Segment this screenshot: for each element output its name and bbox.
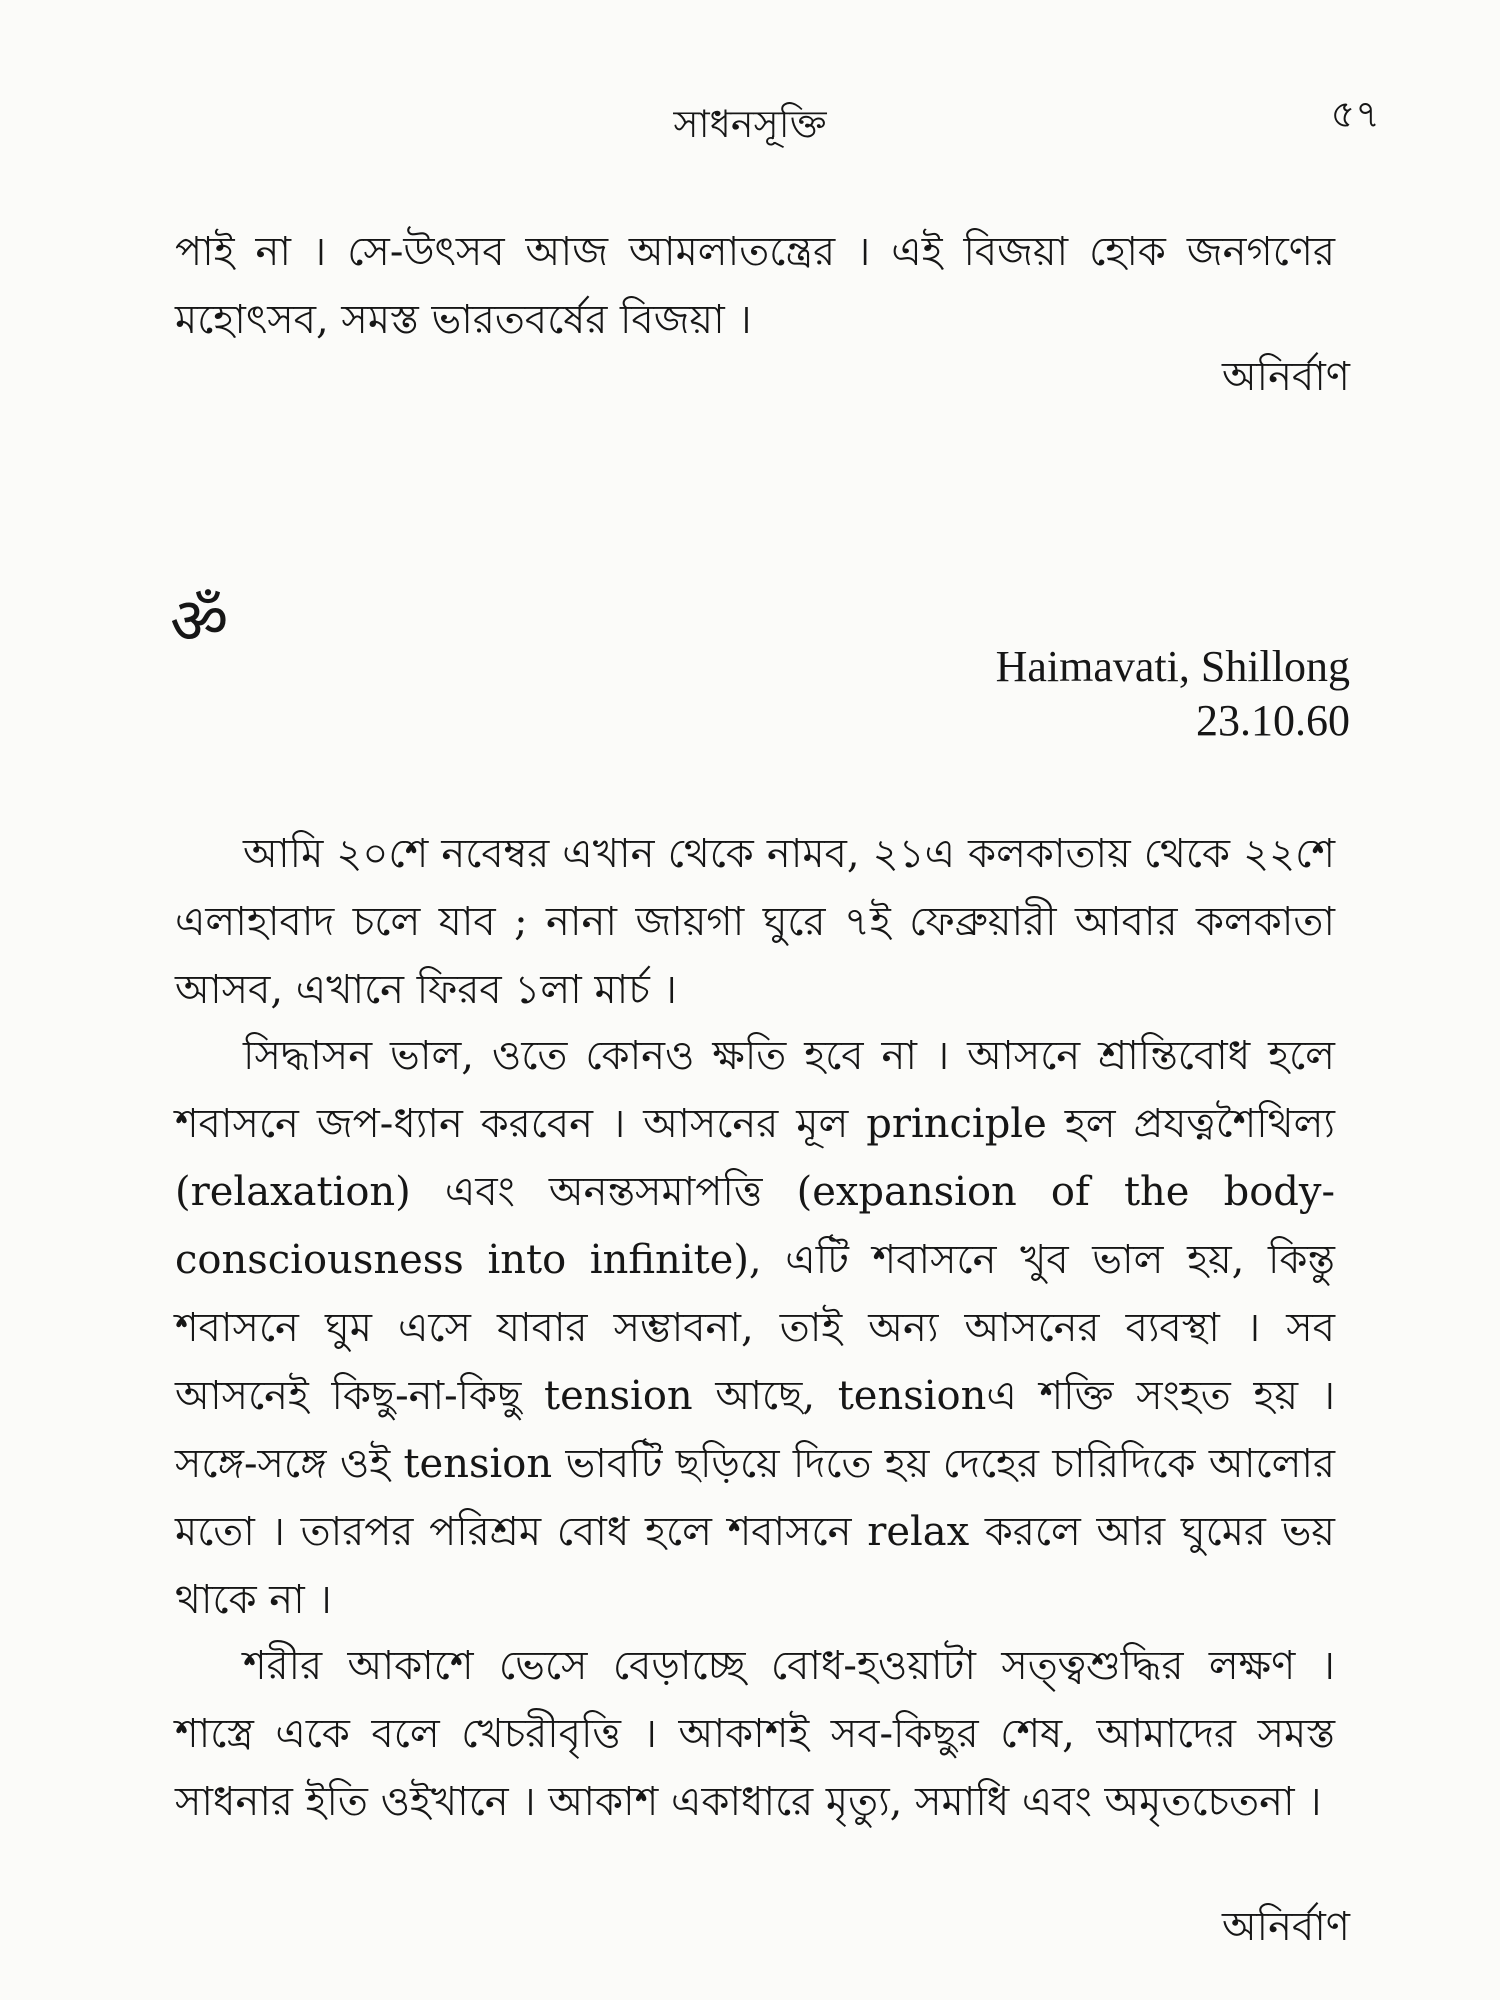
letter2-place: Haimavati, Shillong <box>995 642 1350 691</box>
letter1-signature: অনির্বাণ <box>1221 354 1350 400</box>
letter2-paragraph-2: সিদ্ধাসন ভাল, ওতে কোনও ক্ষতি হবে না । আসনে শ্রান্তিবোধ হলে শবাসনে জপ-ধ্যান করবেন । আসনের মূল principle হল প্রযত্নশৈথিল্য (relaxation) এবং অনন্তসমাপত্তি (expansion of the body-consciousness into infinite), এটি শবাসনে খুব ভাল হয়, কিন্তু শবাসনে ঘুম এসে যাবার সম্ভাবনা, তাই অন্য আসনের ব্যবস্থা । সব আসনেই কিছু-না-কিছু tension আছে, tensionএ শক্তি সংহত হয় । সঙ্গে-সঙ্গে ওই tension ভাবটি ছড়িয়ে দিতে হয় দেহের চারিদিকে আলোর মতো । তারপর পরিশ্রম বোধ হলে শবাসনে relax করলে আর ঘুমের ভয় থাকে না । <box>175 1033 1335 1623</box>
letter2-date: 23.10.60 <box>1196 696 1350 745</box>
running-head: সাধনসূক্তি <box>673 102 827 146</box>
letter2-paragraph-3: শরীর আকাশে ভেসে বেড়াচ্ছে বোধ-হওয়াটা সত্ত্বশুদ্ধির লক্ষণ । শাস্ত্রে একে বলে খেচরীবৃত্তি । আকাশই সব-কিছুর শেষ, আমাদের সমস্ত সাধনার ইতি ওইখানে । আকাশ একাধারে মৃত্যু, সমাধি এবং অমৃতচেতনা । <box>175 1643 1335 1825</box>
om-symbol: ॐ <box>170 585 229 659</box>
letter2-place-date <box>996 640 1350 748</box>
letter1-text: পাই না । সে-উৎসব আজ আমলাতন্ত্রের । এই বিজয়া হোক জনগণের মহোৎসব, সমস্ত ভারতবর্ষের বিজয়া । <box>175 229 1335 343</box>
letter2-signature: অনির্বাণ <box>1221 1904 1350 1950</box>
page-number: ৫৭ <box>1330 92 1380 136</box>
letter2-paragraph-1: আমি ২০শে নবেম্বর এখান থেকে নামব, ২১এ কলকাতায় থেকে ২২শে এলাহাবাদ চলে যাব ; নানা জায়গা ঘুরে ৭ই ফেব্রুয়ারী আবার কলকাতা আসব, এখানে ফিরব ১লা মার্চ । <box>175 831 1335 1013</box>
